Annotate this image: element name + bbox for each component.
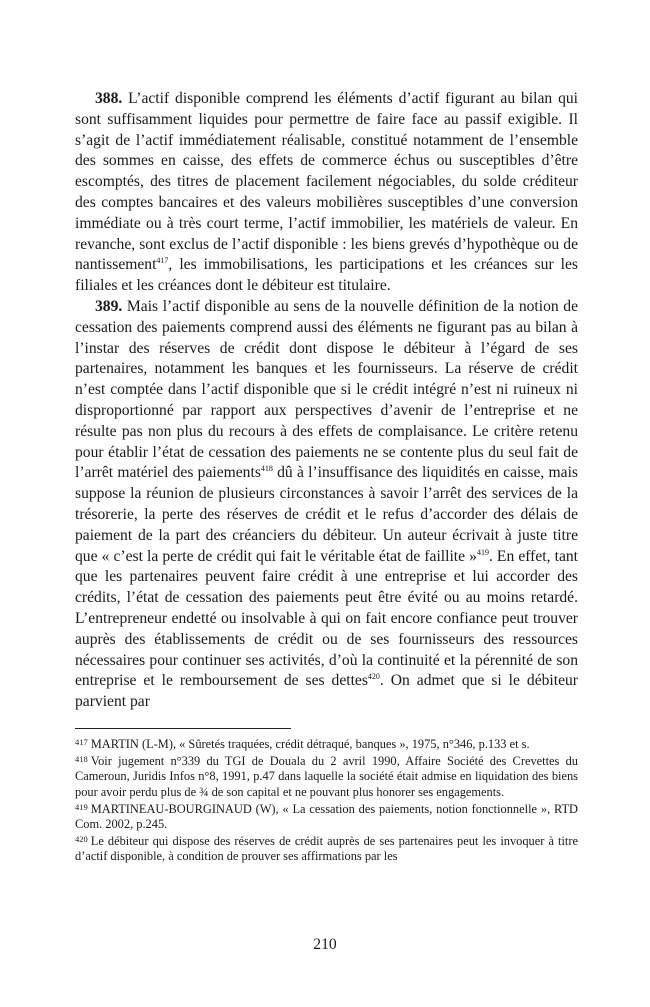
footnote-number: 420 [75, 834, 88, 845]
paragraph-number: 389. [95, 297, 123, 315]
footnote-text: Le débiteur qui dispose des réserves de crédit auprès de ses partenaires peut les invoquer à titre d’actif disponible, à condition de prouver ses affirmations par les [75, 834, 578, 864]
footnote-text: Voir jugement n°339 du TGI de Douala du 2 avril 1990, Affaire Société des Crevettes du Cameroun, Juridis Infos n°8, 1991, p.47 dans laquelle la société était admise en liquidation des biens pour avoir perdu plus de ¾ de son capital et ne pouvant plus honorer ses engagements. [75, 754, 578, 799]
footnote-number: 417 [75, 736, 88, 747]
footnote-419 [75, 800, 578, 832]
footnote-text: MARTINEAU-BOURGINAUD (W), « La cessation des paiements, notion fonctionnelle », RTD Com. 2002, p.245. [75, 801, 578, 831]
footnote-ref-418[interactable]: 418 [260, 464, 273, 474]
footnote-ref-417[interactable]: 417 [156, 256, 169, 266]
footnote-418 [75, 752, 578, 800]
footnote-420 [75, 832, 578, 864]
document-page [75, 89, 578, 865]
footnote-number: 419 [75, 801, 88, 812]
paragraph-text: . En effet, tant que les partenaires peuvent faire crédit à une entreprise et lui accorder des crédits, l’état de cessation des paiements peut être évité ou au moins retardé. L’entrepreneur endetté ou insolvable à qui on fait encore confiance peut trouver auprès des établissements de crédit ou de ses fournisseurs des ressources nécessaires pour continuer ses activités, d’où la continuité et la pérennité de son entreprise et le remboursement de ses dettes [75, 547, 579, 690]
paragraph-number: 388. [95, 90, 123, 107]
footnote-ref-419[interactable]: 419 [476, 547, 489, 557]
paragraph-text: . On admet que si le débiteur parvient par [75, 672, 578, 711]
footnote-separator [75, 728, 291, 729]
footnote-ref-420[interactable]: 420 [367, 672, 380, 682]
page-number: 210 [313, 936, 337, 953]
footnote-number: 418 [75, 754, 88, 765]
paragraph-389 [75, 297, 578, 713]
paragraph-text: Mais l’actif disponible au sens de la nouvelle définition de la notion de cessation des paiements comprend aussi des éléments ne figurant pas au bilan à l’instar des réserves de crédit dont dispose le débiteur à l’égard de ses partenaires, notamment les banques et les fournisseurs. La réserve de crédit n’est comptée dans l’actif disponible que si le crédit intégré n’est ni ruineux ni disproportionné par rapport aux perspectives d’avenir de l’entreprise et ne résulte pas non plus du recours à des effets de complaisance. Le critère retenu pour établir l’état de cessation des paiements ne se contente plus du seul fait de l’arrêt matériel des paiements [75, 297, 578, 482]
footnote-417 [75, 735, 578, 752]
paragraph-text: , les immobilisations, les participations et les créances sur les filiales et les créances dont le débiteur est titulaire. [75, 256, 578, 295]
paragraph-text: dû à l’insuffisance des liquidités en caisse, mais suppose la réunion de plusieurs circonstances à savoir l’arrêt des services de la trésorerie, la perte des réserves de crédit et le refus d’accorder des délais de paiement de la part des créanciers du débiteur. Un auteur écrivait à juste titre que « c’est la perte de crédit qui fait le véritable état de faillite » [75, 464, 579, 565]
paragraph-text: L’actif disponible comprend les éléments d’actif figurant au bilan qui sont suffisamment liquides pour permettre de faire face au passif exigible. Il s’agit de l’actif immédiatement réalisable, constitué notamment de l’ensemble des sommes en caisse, des effets de commerce échus ou susceptibles d’être escomptés, des titres de placement facilement négociables, du solde créditeur des comptes bancaires et des valeurs mobilières susceptibles d’une conversion immédiate ou à très court terme, l’actif immobilier, les matériels de valeur. En revanche, sont exclus de l’actif disponible : les biens grevés d’hypothèque ou de nantissement [75, 90, 578, 274]
paragraph-388 [75, 89, 578, 297]
footnote-text: MARTIN (L-M), « Sûretés traquées, crédit détraqué, banques », 1975, n°346, p.133 et s. [90, 736, 530, 751]
